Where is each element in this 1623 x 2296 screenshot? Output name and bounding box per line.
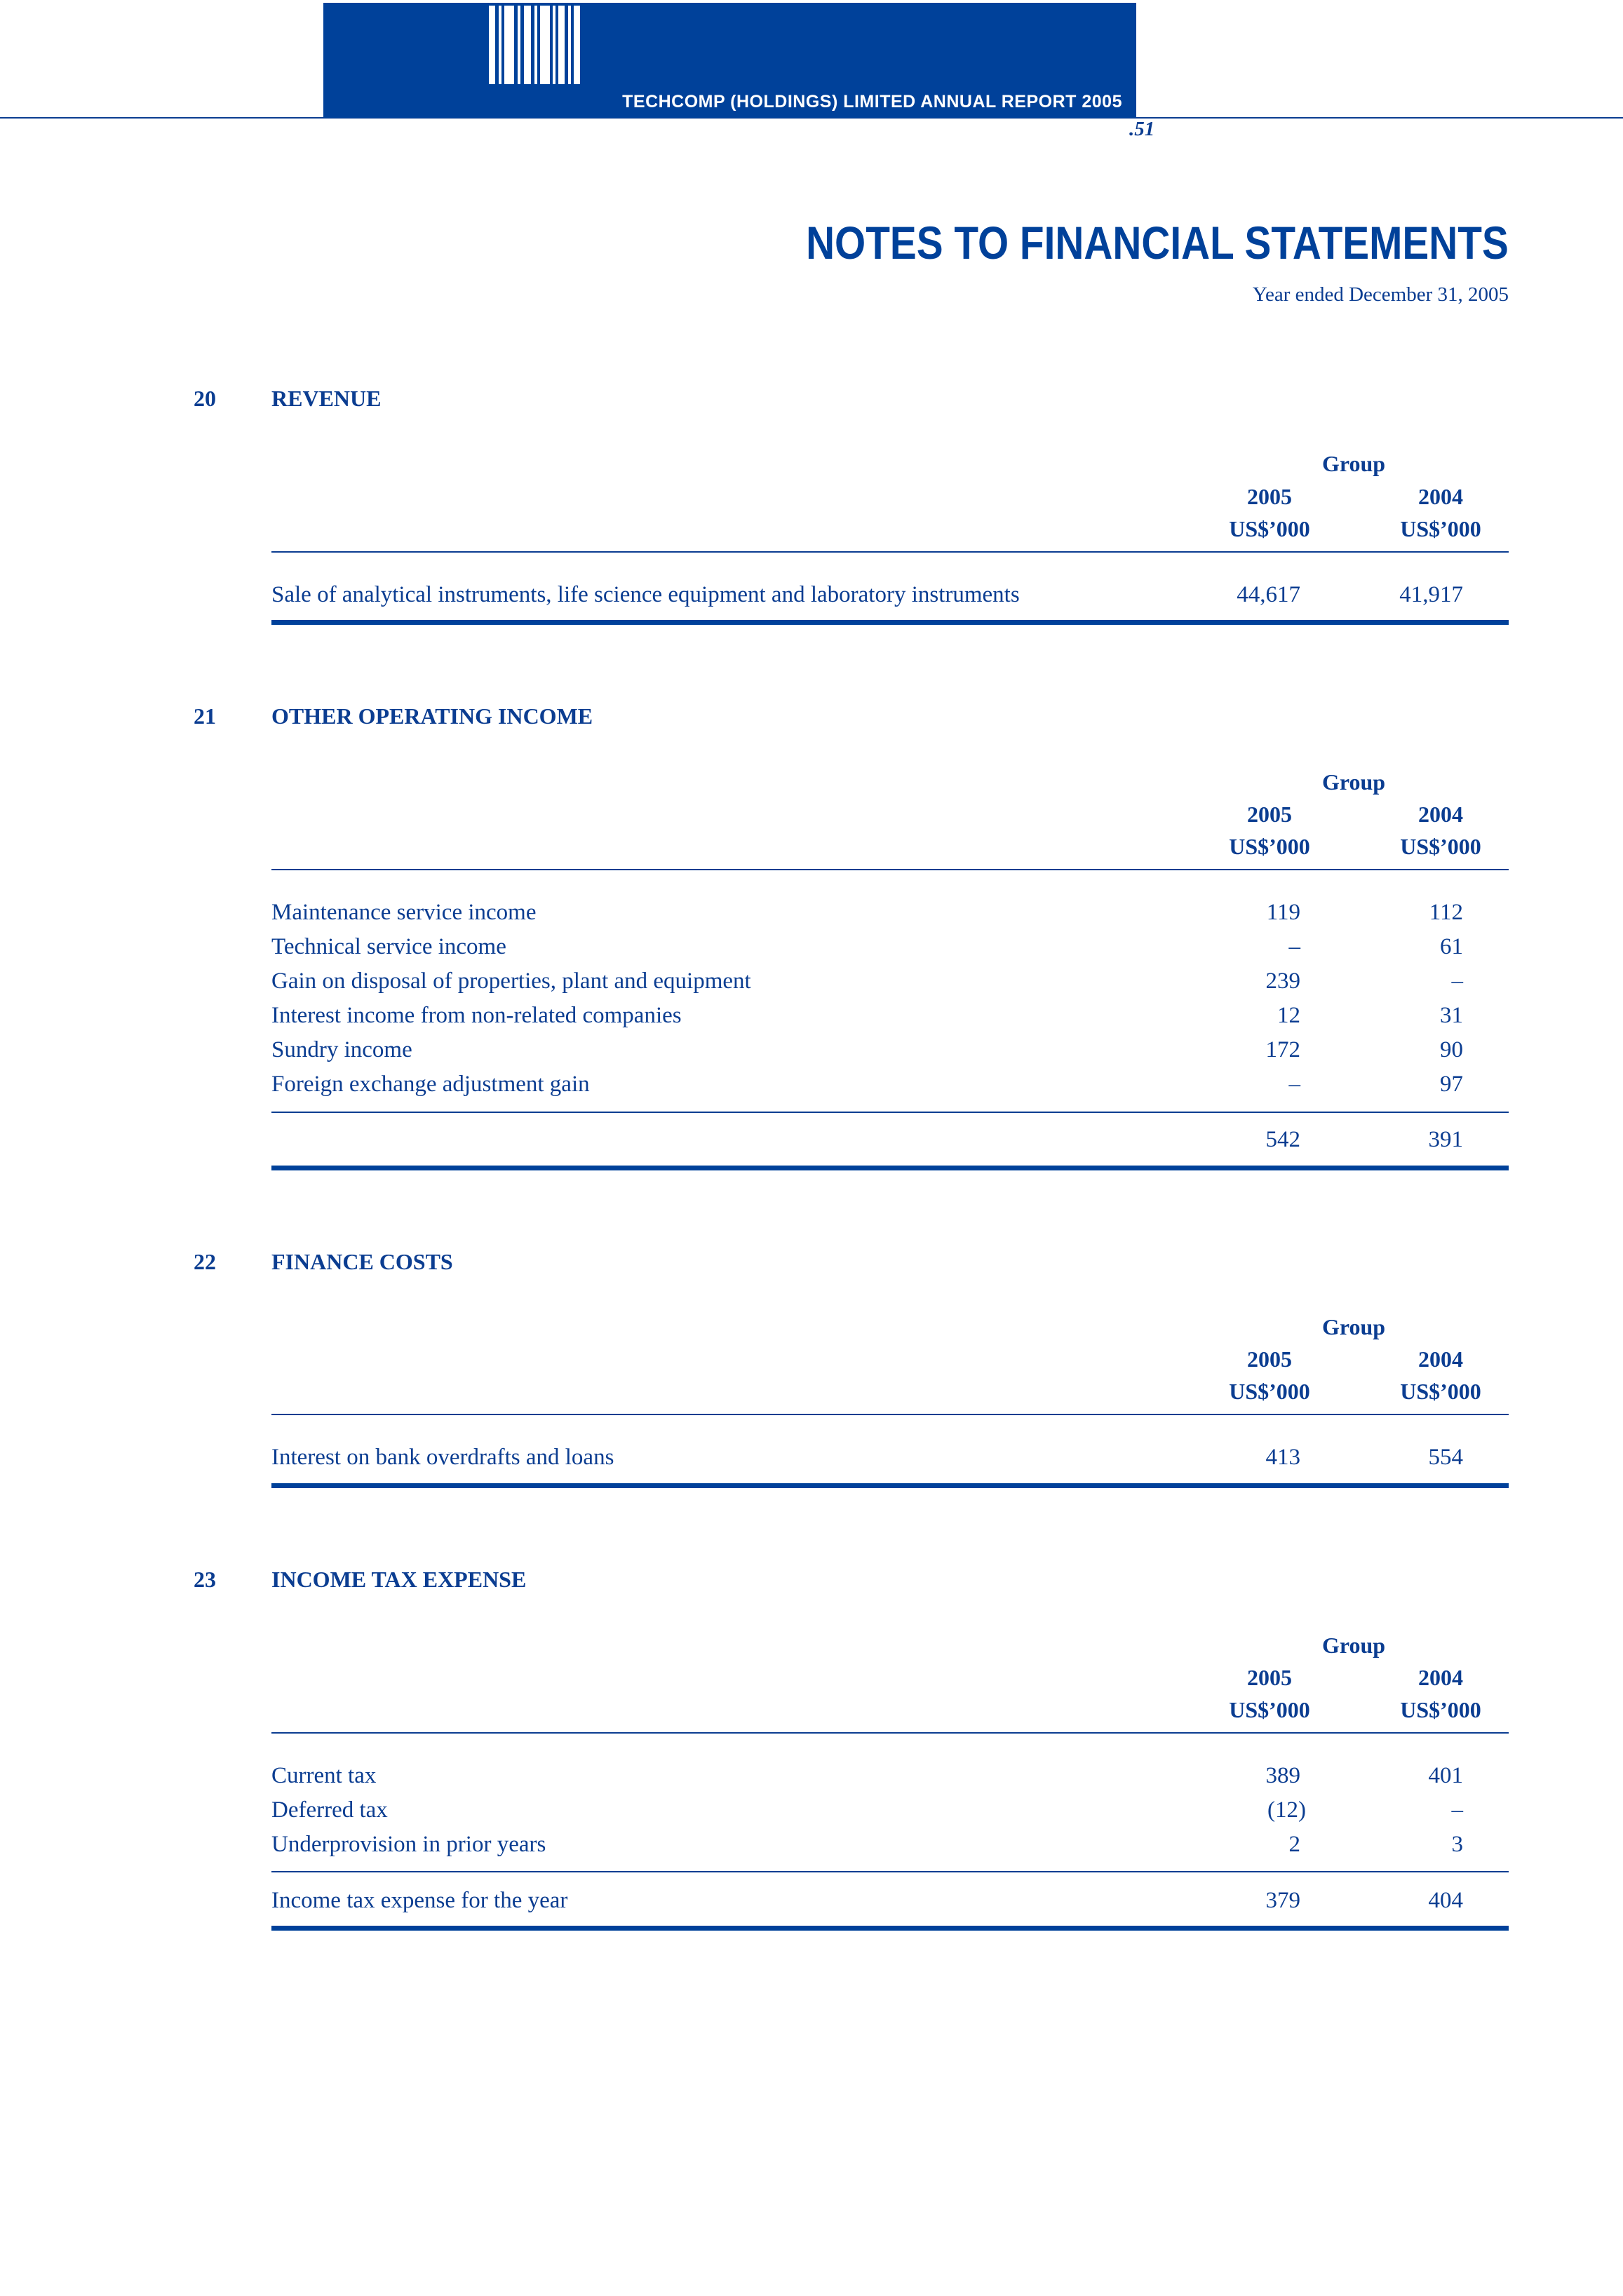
value-2005: 2 (1288, 1832, 1300, 1857)
note-number: 22 (194, 1249, 216, 1274)
total-label: Income tax expense for the year (271, 1888, 568, 1913)
subtotal-divider (271, 1112, 1509, 1113)
value-2005: – (1288, 934, 1300, 959)
value-2004: 112 (1429, 900, 1463, 925)
value-2005: – (1288, 1072, 1300, 1097)
row-label: Maintenance service income (271, 900, 537, 925)
row-label: Technical service income (271, 934, 506, 959)
table-row (0, 1037, 1623, 1069)
value-2004: – (1451, 968, 1463, 994)
value-2005: 119 (1266, 900, 1300, 925)
unit-2005-header: US$’000 (1229, 834, 1310, 859)
page-number: .51 (1129, 118, 1155, 140)
year-2004-header: 2004 (1418, 484, 1463, 509)
unit-2004-header: US$’000 (1400, 516, 1481, 541)
row-label: Sale of analytical instruments, life science equipment and laboratory instruments (271, 582, 1020, 607)
note-number: 23 (194, 1567, 216, 1592)
value-2004: 90 (1440, 1037, 1463, 1062)
year-2005-header: 2005 (1247, 1665, 1292, 1690)
table-bottom-rule (271, 1166, 1509, 1170)
year-2005-header: 2005 (1247, 802, 1292, 827)
table-row (0, 1797, 1623, 1830)
total-2004: 391 (1428, 1127, 1463, 1152)
row-label: Interest income from non-related companies (271, 1003, 682, 1028)
group-header: Group (1321, 769, 1386, 795)
value-2005: 413 (1265, 1445, 1300, 1470)
row-label: Sundry income (271, 1037, 412, 1062)
note-number: 21 (194, 703, 216, 729)
year-2005-header: 2005 (1247, 1346, 1292, 1372)
report-title: TECHCOMP (HOLDINGS) LIMITED ANNUAL REPORT 2005 (622, 92, 1122, 112)
value-2005: 239 (1265, 968, 1300, 994)
row-label: Current tax (271, 1763, 377, 1788)
unit-2005-header: US$’000 (1229, 516, 1310, 541)
value-2004: 97 (1440, 1072, 1463, 1097)
total-2005: 379 (1265, 1888, 1300, 1913)
row-label: Foreign exchange adjustment gain (271, 1072, 590, 1097)
table-row (0, 900, 1623, 932)
table-row (0, 1003, 1623, 1035)
value-2005: 44,617 (1237, 582, 1300, 607)
unit-2005-header: US$’000 (1229, 1379, 1310, 1404)
year-2005-header: 2005 (1247, 484, 1292, 509)
value-2004: – (1451, 1797, 1463, 1823)
group-header: Group (1321, 1314, 1386, 1339)
value-2004: 41,917 (1399, 582, 1463, 607)
year-2004-header: 2004 (1418, 1665, 1463, 1690)
value-2004: 61 (1440, 934, 1463, 959)
unit-2005-header: US$’000 (1229, 1697, 1310, 1722)
value-2005: 172 (1265, 1037, 1300, 1062)
table-bottom-rule (271, 1483, 1509, 1488)
header-band (323, 3, 1136, 118)
note-title: INCOME TAX EXPENSE (271, 1567, 527, 1592)
page-subtitle: Year ended December 31, 2005 (1252, 283, 1509, 306)
value-2004: 554 (1428, 1445, 1463, 1470)
row-label: Deferred tax (271, 1797, 388, 1823)
value-2004: 3 (1451, 1832, 1463, 1857)
table-row (0, 1763, 1623, 1795)
table-bottom-rule (271, 620, 1509, 625)
value-2005: 389 (1265, 1763, 1300, 1788)
value-2005: (12) (1267, 1797, 1306, 1823)
note-number: 20 (194, 386, 216, 411)
barcode-logo-icon (489, 6, 580, 84)
group-header: Group (1321, 1633, 1386, 1658)
row-label: Underprovision in prior years (271, 1832, 546, 1857)
year-2004-header: 2004 (1418, 802, 1463, 827)
value-2004: 401 (1428, 1763, 1463, 1788)
table-row (0, 934, 1623, 966)
header-divider (271, 1732, 1509, 1734)
unit-2004-header: US$’000 (1400, 1697, 1481, 1722)
table-row (0, 968, 1623, 1001)
year-2004-header: 2004 (1418, 1346, 1463, 1372)
note-title: OTHER OPERATING INCOME (271, 703, 593, 729)
unit-2004-header: US$’000 (1400, 834, 1481, 859)
table-row (0, 1832, 1623, 1864)
unit-2004-header: US$’000 (1400, 1379, 1481, 1404)
total-2004: 404 (1428, 1888, 1463, 1913)
row-label: Interest on bank overdrafts and loans (271, 1445, 614, 1470)
header-divider (271, 551, 1509, 553)
total-2005: 542 (1265, 1127, 1300, 1152)
row-label: Gain on disposal of properties, plant and equipment (271, 968, 751, 994)
value-2004: 31 (1440, 1003, 1463, 1028)
header-divider (271, 1414, 1509, 1415)
note-title: REVENUE (271, 386, 382, 411)
page-title: NOTES TO FINANCIAL STATEMENTS (806, 217, 1509, 269)
total-row (0, 1127, 1623, 1159)
table-row (0, 1072, 1623, 1104)
value-2005: 12 (1277, 1003, 1300, 1028)
table-row (0, 582, 1623, 614)
table-row (0, 1445, 1623, 1477)
table-bottom-rule (271, 1926, 1509, 1931)
header-divider (271, 869, 1509, 870)
total-row (0, 1888, 1623, 1920)
note-title: FINANCE COSTS (271, 1249, 453, 1274)
group-header: Group (1321, 451, 1386, 476)
subtotal-divider (271, 1871, 1509, 1872)
